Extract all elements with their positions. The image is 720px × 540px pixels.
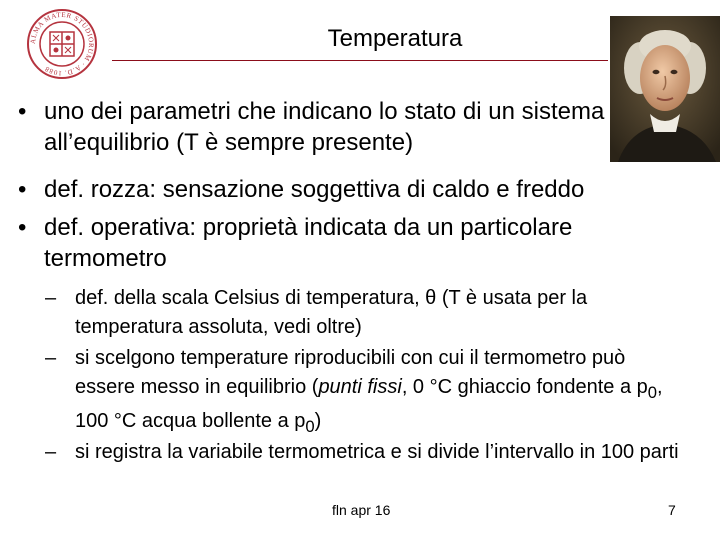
sub-bullet-marker: – xyxy=(45,441,57,463)
sub-bullet-text-middle: , 0 °C ghiaccio fondente a p xyxy=(401,376,648,398)
sub-bullet-text: si registra la variabile termometrica e si divide l’intervallo in 100 parti xyxy=(75,441,679,463)
sub-bullet-text xyxy=(75,344,685,441)
subscript-zero: 0 xyxy=(305,417,315,436)
subscript-zero: 0 xyxy=(647,383,658,402)
sub-bullet-text-end: ) xyxy=(314,410,322,432)
bullet-marker: • xyxy=(18,176,27,203)
seal-lettering: ALMA MATER STUDIORUM · A.D. 1088 xyxy=(28,10,96,78)
sub-bullet-item xyxy=(45,344,685,441)
university-seal-logo xyxy=(26,8,98,80)
fixed-points-term: punti fissi xyxy=(318,376,402,398)
bullet-text: uno dei parametri che indicano lo stato di un sistema all’equilibrio (T è sempre presente) xyxy=(44,98,605,156)
sub-bullet-marker: – xyxy=(45,347,57,369)
page-number: 7 xyxy=(668,502,676,518)
bullet-marker: • xyxy=(18,214,27,241)
bullet-item xyxy=(18,174,678,205)
sub-bullet-text-start: si scelgono temperature riproducibili con cui il termometro può essere messo in equilibrio ( xyxy=(75,347,626,398)
sub-bullet-item xyxy=(45,284,685,342)
sub-bullet-item xyxy=(45,438,685,467)
bullet-text: def. rozza: sensazione soggettiva di caldo e freddo xyxy=(44,176,585,203)
bullet-text: def. operativa: proprietà indicata da un particolare termometro xyxy=(44,214,573,272)
sub-bullet-text: def. della scala Celsius di temperatura, θ (T è usata per la temperatura assoluta, vedi oltre) xyxy=(75,287,588,338)
bullet-marker: • xyxy=(18,98,27,125)
footer-text: fln apr 16 xyxy=(332,502,391,518)
bullet-item xyxy=(18,96,678,158)
sub-bullet-marker: – xyxy=(45,287,57,309)
bullet-item xyxy=(18,212,678,274)
sub-bullet-text-middle-2: , 100 °C acqua bollente a p xyxy=(75,376,663,432)
title-divider xyxy=(112,60,608,61)
slide-title: Temperatura xyxy=(327,25,463,52)
